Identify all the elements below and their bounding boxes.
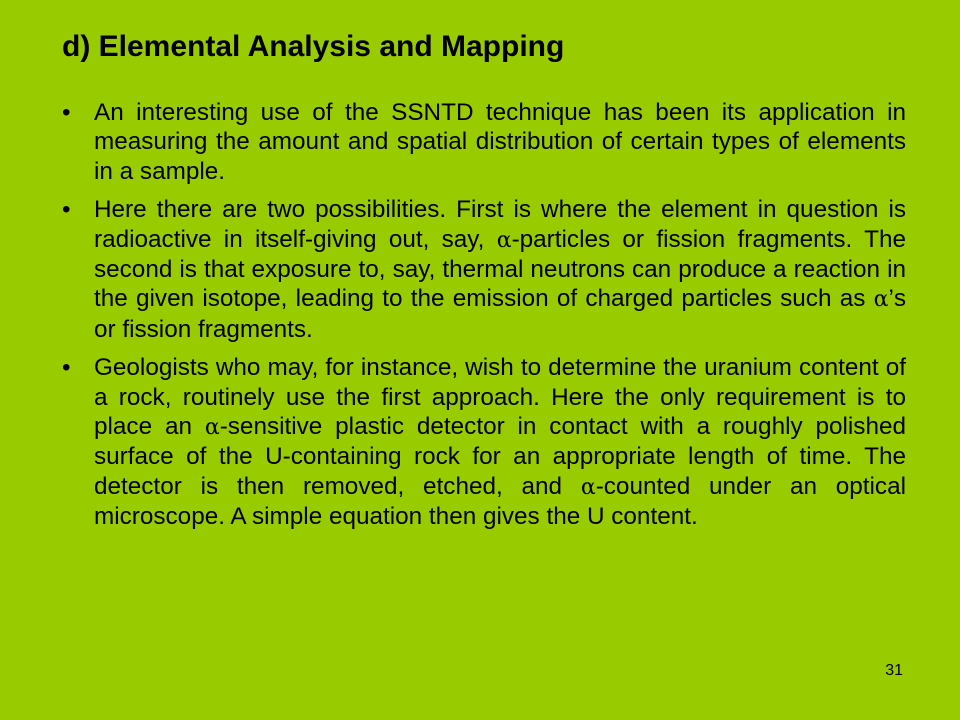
bullet-item-3 (62, 353, 906, 531)
bullet-marker: • (62, 196, 71, 224)
bullet-text: -particles or fission fragments. The second is that exposure to, say, thermal neutrons can produce a reaction in the given isotope, leading to the emission of charged particles such as (94, 225, 906, 313)
bullet-text: -counted under an optical microscope. A simple equation then gives the U content. (94, 472, 906, 531)
bullet-list (62, 98, 906, 541)
bullet-text: -sensitive plastic detector in contact with a roughly polished surface of the U-containing rock for an appropriate length of time. The detector is then removed, etched, and (94, 413, 906, 500)
alpha-symbol: α (496, 227, 512, 253)
bullet-text: ’s or fission fragments. (94, 285, 906, 343)
bullet-item-1 (62, 98, 906, 186)
bullet-text: An interesting use of the SSNTD technique has been its application in measuring the amount and spatial distribution of certain types of elements in a sample. (94, 99, 906, 185)
bullet-text: Here there are two possibilities. First is where the element in question is radioactive in itself-giving out, say, (94, 196, 906, 253)
bullet-marker: • (62, 354, 71, 382)
alpha-symbol: α (204, 415, 220, 441)
bullet-marker: • (62, 99, 71, 126)
alpha-symbol: α (580, 474, 596, 500)
bullet-item-2 (62, 195, 906, 344)
slide-title: d) Elemental Analysis and Mapping (62, 30, 565, 63)
alpha-symbol: α (873, 287, 889, 313)
page-number: 31 (885, 662, 903, 679)
bullet-text: Geologists who may, for instance, wish to determine the uranium content of a rock, routinely use the first approach. Here the only requirement is to place an (94, 354, 906, 441)
